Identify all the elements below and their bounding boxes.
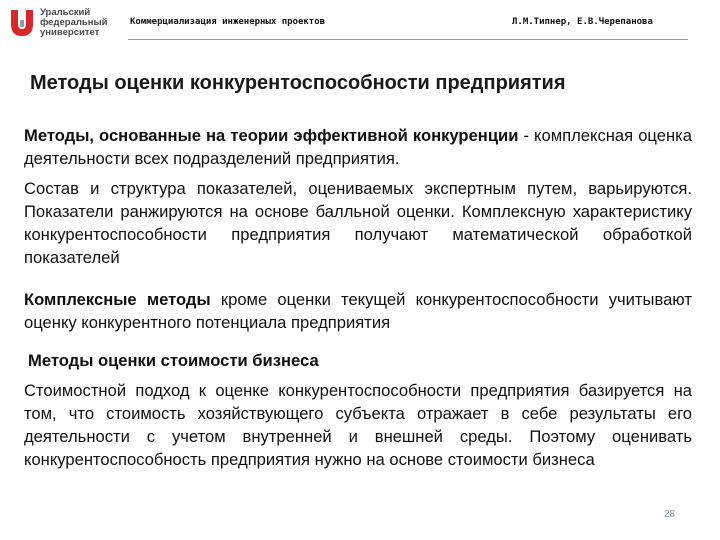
slide-title: Методы оценки конкурентоспособности предприятия (30, 72, 566, 94)
ural-university-logo-icon (9, 8, 35, 38)
paragraph-cost-approach: Стоимостной подход к оценке конкурентоспособности предприятия базируется на том, что стоимость хозяйствующего субъекта отражает в себе результаты его деятельности с учетом внутренней и внешней среды. Поэтому оценивать конкурентоспособность предприятия нужно на основе стоимости бизнеса (24, 381, 692, 469)
university-logo (9, 8, 107, 38)
header-divider (128, 39, 688, 40)
course-title: Коммерциализация инженерных проектов (130, 17, 326, 27)
paragraph-1-bold: Методы, основанные на теории эффективной конкуренции (24, 126, 519, 145)
authors: Л.М.Типнер, Е.В.Черепанова (512, 17, 653, 27)
slide-content (24, 124, 692, 471)
logo-line-2: федеральный (40, 17, 108, 28)
page-number: 28 (664, 509, 676, 520)
paragraph-3-rest: кроме оценки текущей конкурентоспособности учитывают оценку конкурентного потенциала предприятия (24, 290, 692, 332)
heading-business-valuation: Методы оценки стоимости бизнеса (28, 351, 319, 370)
logo-line-3: университет (40, 27, 100, 38)
logo-line-1: Уральский (40, 7, 91, 18)
paragraph-indicators: Состав и структура показателей, оцениваемых экспертным путем, варьируются. Показатели ранжируются на основе балльной оценки. Комплексную характеристику конкурентоспособности предприятия получают математической обработкой показателей (24, 179, 692, 267)
paragraph-3-bold: Комплексные методы (24, 290, 211, 309)
paragraph-1-rest: - комплексная оценка деятельности всех подразделений предприятия. (24, 126, 692, 168)
paragraph-effective-competition (24, 124, 692, 170)
paragraph-complex-methods (24, 288, 692, 334)
logo-text (40, 8, 107, 38)
